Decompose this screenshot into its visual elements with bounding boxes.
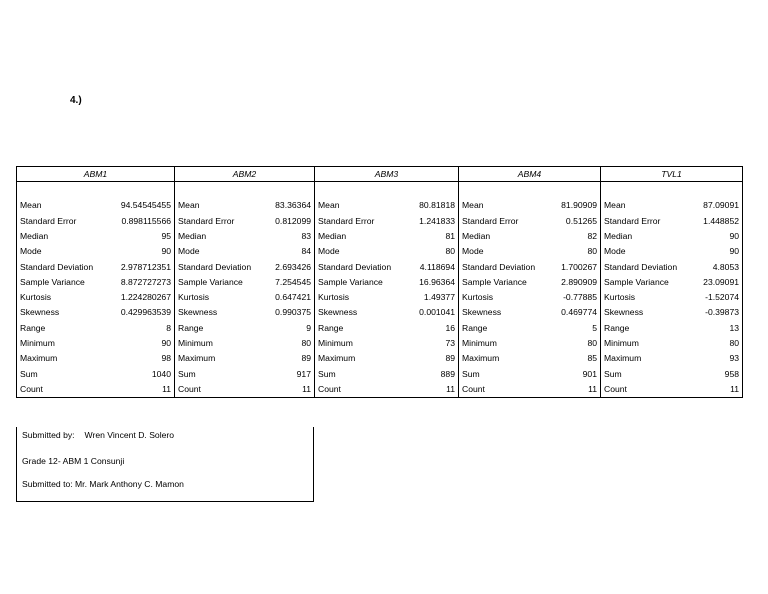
table-row [17,229,743,244]
stat-label: Mode [175,244,265,259]
stat-label: Standard Deviation [175,259,265,274]
stat-label: Count [175,382,265,398]
stat-value: 73 [409,336,459,351]
stat-value: 80 [553,244,601,259]
stat-value: 98 [107,351,175,366]
stat-value: 0.990375 [265,305,315,320]
stat-label: Skewness [315,305,409,320]
stat-value: 90 [107,244,175,259]
stat-value: 90 [107,336,175,351]
table-row [17,366,743,381]
stat-value: 0.898115566 [107,213,175,228]
stat-label: Kurtosis [17,290,107,305]
table-row [17,320,743,335]
stat-value: 94.54545455 [107,198,175,213]
stat-label: Mean [459,198,553,213]
stat-value: 958 [695,366,743,381]
stat-value: 80 [409,244,459,259]
stat-label: Standard Deviation [17,259,107,274]
stat-label: Minimum [175,336,265,351]
stat-value: 89 [265,351,315,366]
table-row [17,213,743,228]
stat-value: -0.77885 [553,290,601,305]
stat-value: 23.09091 [695,274,743,289]
stat-value: 0.812099 [265,213,315,228]
stat-label: Minimum [17,336,107,351]
table-row [17,336,743,351]
stat-value: -1.52074 [695,290,743,305]
stat-label: Count [315,382,409,398]
stat-value: 16 [409,320,459,335]
stat-value: 8.872727273 [107,274,175,289]
stat-label: Sum [315,366,409,381]
group-header: TVL1 [601,167,743,182]
stat-label: Maximum [175,351,265,366]
stat-value: 1.700267 [553,259,601,274]
stat-value: 80 [695,336,743,351]
stat-value: 9 [265,320,315,335]
stat-label: Sample Variance [175,274,265,289]
stat-label: Sum [601,366,695,381]
stat-label: Kurtosis [175,290,265,305]
stat-label: Median [459,229,553,244]
stat-value: 917 [265,366,315,381]
stat-value: 11 [107,382,175,398]
table-row [17,274,743,289]
stat-value: 8 [107,320,175,335]
stat-label: Mode [459,244,553,259]
stat-label: Skewness [601,305,695,320]
stat-value: 90 [695,244,743,259]
stat-value: 16.96364 [409,274,459,289]
group-header: ABM4 [459,167,601,182]
stat-value: 85 [553,351,601,366]
stat-label: Kurtosis [315,290,409,305]
stat-label: Maximum [17,351,107,366]
page-heading: 4.) [70,95,82,106]
stat-value: 7.254545 [265,274,315,289]
stat-label: Maximum [315,351,409,366]
stat-value: 1.49377 [409,290,459,305]
stat-value: 1040 [107,366,175,381]
stat-label: Standard Error [175,213,265,228]
stat-value: 1.224280267 [107,290,175,305]
stat-value: 90 [695,229,743,244]
stat-label: Skewness [175,305,265,320]
stat-label: Sample Variance [601,274,695,289]
stat-label: Minimum [315,336,409,351]
stat-label: Count [17,382,107,398]
stat-label: Range [17,320,107,335]
submission-box [16,427,314,502]
table-row [17,382,743,398]
stat-label: Sum [459,366,553,381]
group-header: ABM2 [175,167,315,182]
stat-label: Sum [17,366,107,381]
stat-value: 11 [553,382,601,398]
stat-label: Range [315,320,409,335]
stat-label: Standard Error [315,213,409,228]
stat-label: Standard Error [459,213,553,228]
stat-label: Skewness [17,305,107,320]
table-row [17,198,743,213]
stat-label: Mean [175,198,265,213]
stat-label: Range [459,320,553,335]
stat-label: Median [601,229,695,244]
stat-value: 93 [695,351,743,366]
stat-label: Range [601,320,695,335]
stat-label: Kurtosis [601,290,695,305]
stat-label: Sample Variance [459,274,553,289]
stat-label: Maximum [459,351,553,366]
stat-label: Median [175,229,265,244]
stat-label: Mean [17,198,107,213]
stat-label: Mode [17,244,107,259]
stat-value: 4.8053 [695,259,743,274]
descriptive-statistics-table [16,166,743,398]
stat-label: Standard Deviation [315,259,409,274]
group-header: ABM1 [17,167,175,182]
stat-value: 0.429963539 [107,305,175,320]
stat-value: 11 [409,382,459,398]
stat-label: Median [315,229,409,244]
table-row [17,244,743,259]
table-row [17,259,743,274]
stat-value: 2.693426 [265,259,315,274]
stat-value: 901 [553,366,601,381]
stat-value: 1.241833 [409,213,459,228]
stat-label: Standard Deviation [459,259,553,274]
stat-label: Standard Deviation [601,259,695,274]
stat-value: 1.448852 [695,213,743,228]
stat-label: Standard Error [601,213,695,228]
stat-value: 80 [553,336,601,351]
stat-label: Skewness [459,305,553,320]
stat-value: 0.001041 [409,305,459,320]
stat-value: -0.39873 [695,305,743,320]
stat-value: 83 [265,229,315,244]
stat-value: 11 [695,382,743,398]
stat-label: Mode [315,244,409,259]
stat-value: 87.09091 [695,198,743,213]
submitted-by-line [22,430,174,440]
stat-value: 95 [107,229,175,244]
stat-value: 5 [553,320,601,335]
stat-value: 80 [265,336,315,351]
submitted-by-label: Submitted by: [22,430,75,440]
stat-value: 2.978712351 [107,259,175,274]
stat-label: Sum [175,366,265,381]
stat-label: Minimum [601,336,695,351]
stat-value: 11 [265,382,315,398]
stat-label: Mean [601,198,695,213]
stat-label: Count [601,382,695,398]
stat-label: Sample Variance [17,274,107,289]
table-row [17,290,743,305]
grade-section: Grade 12- ABM 1 Consunji [22,456,125,466]
stat-value: 80.81818 [409,198,459,213]
stat-label: Mean [315,198,409,213]
stat-label: Kurtosis [459,290,553,305]
stat-value: 0.51265 [553,213,601,228]
stat-label: Minimum [459,336,553,351]
stat-value: 89 [409,351,459,366]
stat-value: 0.469774 [553,305,601,320]
submitted-by-name: Wren Vincent D. Solero [84,430,175,440]
submitted-to: Submitted to: Mr. Mark Anthony C. Mamon [22,479,184,489]
stat-label: Standard Error [17,213,107,228]
stat-label: Count [459,382,553,398]
stat-value: 2.890909 [553,274,601,289]
table-row [17,351,743,366]
stat-label: Sample Variance [315,274,409,289]
stat-value: 889 [409,366,459,381]
stat-value: 81 [409,229,459,244]
table-row [17,305,743,320]
stat-value: 83.36364 [265,198,315,213]
stat-label: Maximum [601,351,695,366]
stat-value: 81.90909 [553,198,601,213]
stat-label: Median [17,229,107,244]
stat-label: Range [175,320,265,335]
group-header: ABM3 [315,167,459,182]
stat-value: 0.647421 [265,290,315,305]
stat-value: 84 [265,244,315,259]
stat-value: 13 [695,320,743,335]
stat-label: Mode [601,244,695,259]
stat-value: 82 [553,229,601,244]
stat-value: 4.118694 [409,259,459,274]
